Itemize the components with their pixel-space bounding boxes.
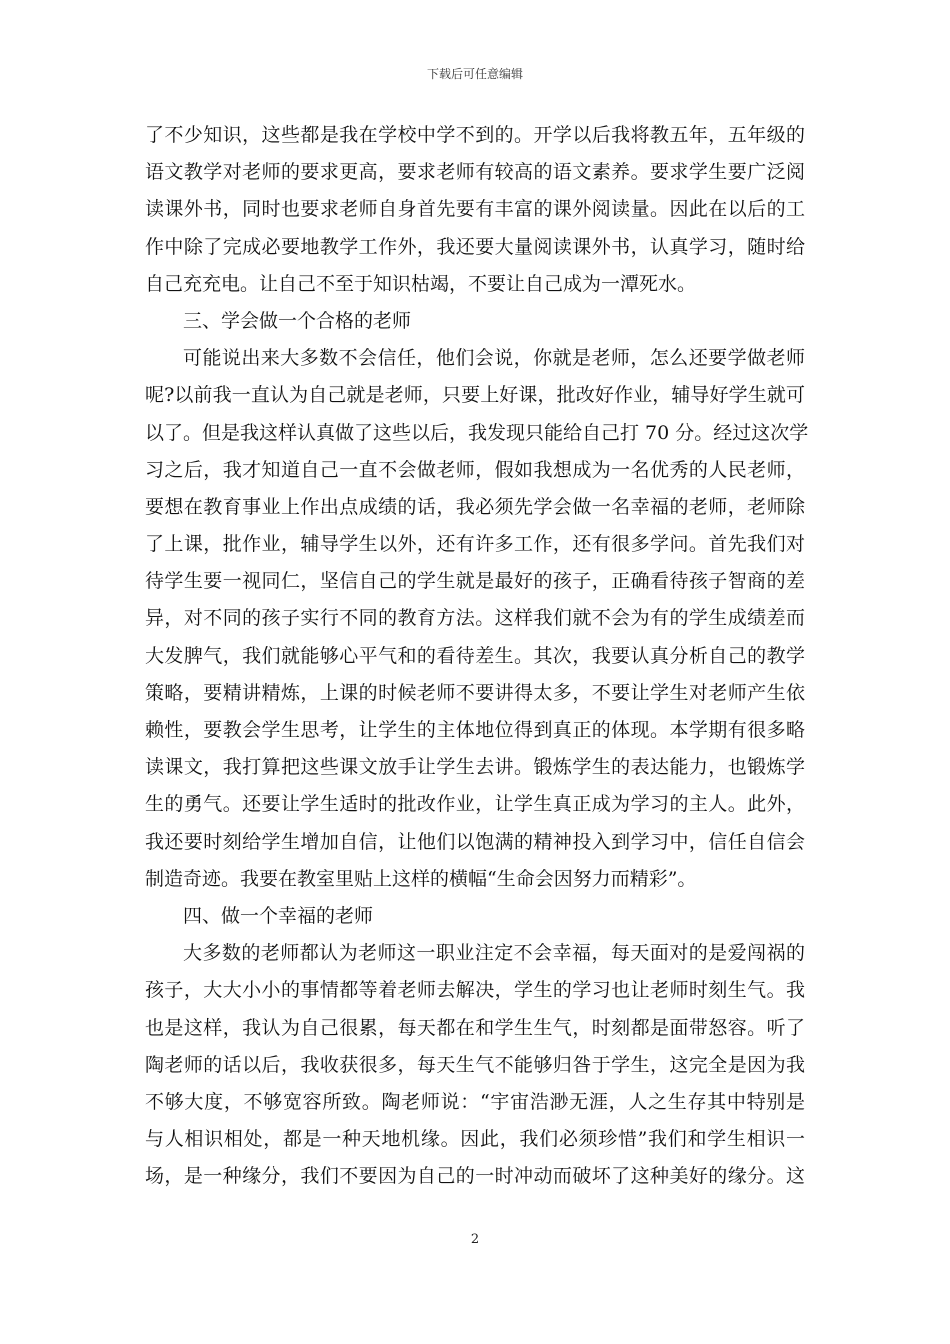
paragraph-line: 作中除了完成必要地教学工作外，我还要大量阅读课外书，认真学习，随时给 (145, 235, 805, 258)
paragraph-line: 大发脾气，我们就能够心平气和的看待差生。其次，我要认真分析自己的教学 (145, 644, 805, 667)
paragraph-line: 自己充充电。让自己不至于知识枯竭，不要让自己成为一潭死水。 (145, 272, 697, 295)
paragraph-line: 策略，要精讲精炼，上课的时候老师不要讲得太多，不要让学生对老师产生依 (145, 681, 805, 704)
paragraph-line: 也是这样，我认为自己很累，每天都在和学生生气，时刻都是面带怒容。听了 (145, 1016, 805, 1039)
paragraph-line: 生的勇气。还要让学生适时的批改作业，让学生真正成为学习的主人。此外， (145, 793, 805, 816)
paragraph-line: 制造奇迹。我要在教室里贴上这样的横幅“生命会因努力而精彩”。 (145, 867, 697, 890)
paragraph-line: 场，是一种缘分，我们不要因为自己的一时冲动而破坏了这种美好的缘分。这 (145, 1165, 805, 1188)
paragraph-line: 陶老师的话以后，我收获很多，每天生气不能够归咎于学生，这完全是因为我 (145, 1053, 805, 1076)
paragraph-line: 以了。但是我这样认真做了这些以后，我发现只能给自己打 70 分。经过这次学 (145, 421, 809, 444)
paragraph-line: 读课文，我打算把这些课文放手让学生去讲。锻炼学生的表达能力，也锻炼学 (145, 756, 805, 779)
paragraph-line: 了上课，批作业，辅导学生以外，还有许多工作，还有很多学问。首先我们对 (145, 533, 805, 556)
section-heading: 四、做一个幸福的老师 (183, 904, 374, 927)
paragraph-line: 呢?以前我一直认为自己就是老师，只要上好课，批改好作业，辅导好学生就可 (145, 384, 805, 407)
paragraph-line: 与人相识相处，都是一种天地机缘。因此，我们必须珍惜”我们和学生相识一 (145, 1128, 805, 1151)
paragraph-line: 不够大度，不够宽容所致。陶老师说：“宇宙浩渺无涯，人之生存其中特别是 (145, 1090, 805, 1113)
section-heading: 三、学会做一个合格的老师 (183, 309, 412, 332)
page-number: 2 (470, 1232, 480, 1247)
paragraph-line: 我还要时刻给学生增加自信，让他们以饱满的精神投入到学习中，信任自信会 (145, 830, 805, 853)
paragraph-line: 赖性，要教会学生思考，让学生的主体地位得到真正的体现。本学期有很多略 (145, 719, 805, 741)
paragraph-line: 读课外书，同时也要求老师自身首先要有丰富的课外阅读量。因此在以后的工 (145, 198, 805, 221)
paragraph-line: 大多数的老师都认为老师这一职业注定不会幸福，每天面对的是爱闯祸的 (183, 942, 805, 965)
paragraph-line: 语文教学对老师的要求更高，要求老师有较高的语文素养。要求学生要广泛阅 (145, 161, 805, 184)
paragraph-line: 异，对不同的孩子实行不同的教育方法。这样我们就不会为有的学生成绩差而 (145, 607, 805, 630)
paragraph-line: 习之后，我才知道自己一直不会做老师，假如我想成为一名优秀的人民老师， (145, 458, 805, 481)
document-body (145, 117, 809, 1195)
paragraph-line: 了不少知识，这些都是我在学校中学不到的。开学以后我将教五年，五年级的 (145, 124, 805, 146)
paragraph-line: 孩子，大大小小的事情都等着老师去解决，学生的学习也让老师时刻生气。我 (145, 979, 805, 1002)
page-header: 下载后可任意编辑 (426, 67, 523, 81)
paragraph-line: 可能说出来大多数不会信任，他们会说，你就是老师，怎么还要学做老师 (183, 347, 805, 370)
paragraph-line: 待学生要一视同仁，坚信自己的学生就是最好的孩子，正确看待孩子智商的差 (145, 570, 805, 593)
paragraph-line: 要想在教育事业上作出点成绩的话，我必须先学会做一名幸福的老师，老师除 (145, 495, 805, 518)
